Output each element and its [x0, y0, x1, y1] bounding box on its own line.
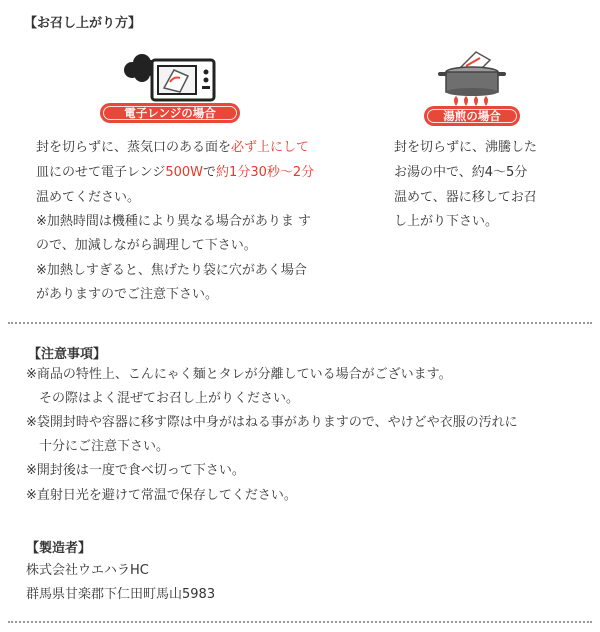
flame-icon [454, 96, 488, 106]
microwave-line-5: ので、加減しながら調理して下さい。 [36, 238, 257, 253]
boil-line-4: し上がり下さい。 [394, 214, 499, 229]
manufacturer-heading: 【製造者】 [26, 541, 92, 556]
note-line: ※商品の特性上、こんにゃく麺とタレが分離している場合がございます。 [26, 367, 452, 382]
microwave-line-4: ※加熱時間は機種により異なる場合がありま す [36, 214, 312, 229]
microwave-line-2: 皿にのせて電子レンジ500Wで約1分30秒〜2分 [36, 165, 315, 180]
boil-line-2: お湯の中で、約4〜5分 [394, 165, 528, 180]
boil-line-3: 温めて、器に移してお召 [394, 190, 537, 205]
note-line: ※袋開封時や容器に移す際は中身がはねる事がありますので、やけどや衣服の汚れに [26, 415, 518, 430]
notes-heading: 【注意事項】 [28, 347, 107, 362]
note-line: ※開封後は一度で食べ切って下さい。 [26, 463, 245, 478]
note-line: その際はよく混ぜてお召し上がりください。 [26, 391, 300, 406]
how-to-eat-heading: 【お召し上がり方】 [24, 16, 142, 31]
manufacturer-name: 株式会社ウエハラHC [26, 563, 149, 578]
boil-line-1: 封を切らずに、沸騰した [394, 140, 538, 155]
section-divider [8, 322, 592, 324]
microwave-badge: 電子レンジの場合 [100, 103, 240, 123]
pot-icon [436, 50, 508, 108]
microwave-icon [118, 52, 222, 102]
microwave-line-6: ※加熱しすぎると、焦げたり袋に穴があく場合 [36, 263, 307, 278]
note-line: 十分にご注意下さい。 [26, 439, 170, 454]
manufacturer-address: 群馬県甘楽郡下仁田町馬山5983 [26, 587, 216, 602]
microwave-line-1: 封を切らずに、蒸気口のある面を必ず上にして [36, 140, 310, 155]
microwave-line-7: がありますのでご注意下さい。 [36, 287, 219, 302]
note-line: ※直射日光を避けて常温で保存してください。 [26, 488, 297, 503]
boil-badge: 湯煎の場合 [424, 106, 520, 126]
microwave-line-3: 温めてください。 [36, 190, 141, 205]
bottom-divider [8, 621, 592, 623]
